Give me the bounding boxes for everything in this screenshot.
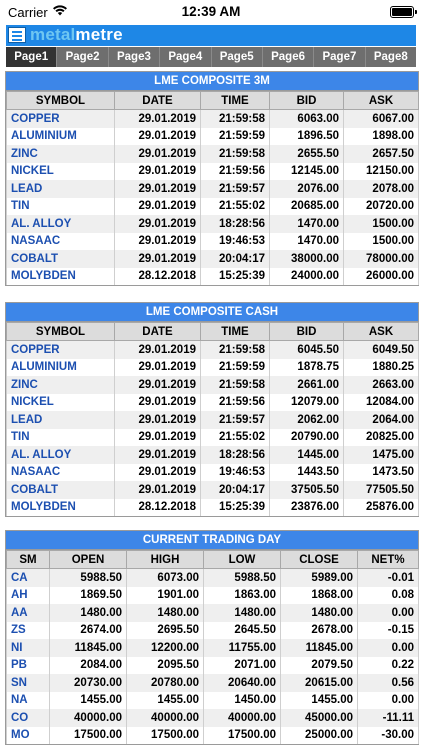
table-row[interactable] <box>7 359 419 377</box>
value-cell: 12150.00 <box>344 163 419 181</box>
symbol-cell: NICKEL <box>7 163 115 181</box>
table-row[interactable] <box>7 464 419 482</box>
value-cell: -0.01 <box>358 569 419 587</box>
value-cell: 21:59:59 <box>201 128 270 146</box>
value-cell: 20790.00 <box>270 429 344 447</box>
symbol-cell: NI <box>7 639 50 657</box>
symbol-cell: ALUMINIUM <box>7 128 115 146</box>
value-cell: 29.01.2019 <box>115 233 201 251</box>
value-cell: 20720.00 <box>344 198 419 216</box>
table-row[interactable] <box>7 569 419 587</box>
value-cell: 20825.00 <box>344 429 419 447</box>
table-row[interactable] <box>7 604 419 622</box>
symbol-cell: MOLYBDEN <box>7 499 115 517</box>
value-cell: 15:25:39 <box>201 499 270 517</box>
value-cell: 17500.00 <box>127 727 204 745</box>
value-cell: 29.01.2019 <box>115 198 201 216</box>
value-cell: -0.15 <box>358 622 419 640</box>
value-cell: 1450.00 <box>204 692 281 710</box>
value-cell: -11.11 <box>358 709 419 727</box>
value-cell: 1443.50 <box>270 464 344 482</box>
value-cell: 45000.00 <box>281 709 358 727</box>
table-row[interactable] <box>7 394 419 412</box>
value-cell: 17500.00 <box>50 727 127 745</box>
table-row[interactable] <box>7 180 419 198</box>
value-cell: 29.01.2019 <box>115 145 201 163</box>
table-row[interactable] <box>7 233 419 251</box>
value-cell: 1896.50 <box>270 128 344 146</box>
value-cell: 1480.00 <box>127 604 204 622</box>
value-cell: 6073.00 <box>127 569 204 587</box>
value-cell: 17500.00 <box>204 727 281 745</box>
column-header: DATE <box>115 92 201 110</box>
value-cell: 29.01.2019 <box>115 376 201 394</box>
value-cell: 29.01.2019 <box>115 110 201 128</box>
symbol-cell: TIN <box>7 429 115 447</box>
symbol-cell: AL. ALLOY <box>7 215 115 233</box>
value-cell: 29.01.2019 <box>115 394 201 412</box>
column-header: CLOSE <box>281 551 358 569</box>
value-cell: 0.00 <box>358 639 419 657</box>
value-cell: 11845.00 <box>281 639 358 657</box>
symbol-cell: CO <box>7 709 50 727</box>
column-header: NET% <box>358 551 419 569</box>
value-cell: 1445.00 <box>270 446 344 464</box>
value-cell: 20615.00 <box>281 674 358 692</box>
value-cell: 5989.00 <box>281 569 358 587</box>
value-cell: 2663.00 <box>344 376 419 394</box>
value-cell: 2657.50 <box>344 145 419 163</box>
value-cell: 21:59:56 <box>201 394 270 412</box>
value-cell: 1901.00 <box>127 587 204 605</box>
value-cell: 29.01.2019 <box>115 341 201 359</box>
value-cell: 1880.25 <box>344 359 419 377</box>
value-cell: 29.01.2019 <box>115 464 201 482</box>
value-cell: 25876.00 <box>344 499 419 517</box>
value-cell: 29.01.2019 <box>115 446 201 464</box>
section-title: LME COMPOSITE 3M <box>6 72 418 91</box>
symbol-cell: PB <box>7 657 50 675</box>
value-cell: 1863.00 <box>204 587 281 605</box>
value-cell: 0.00 <box>358 604 419 622</box>
value-cell: 12084.00 <box>344 394 419 412</box>
value-cell: 25000.00 <box>281 727 358 745</box>
value-cell: 21:59:56 <box>201 163 270 181</box>
symbol-cell: ZINC <box>7 376 115 394</box>
value-cell: 2078.00 <box>344 180 419 198</box>
value-cell: 21:59:57 <box>201 411 270 429</box>
symbol-cell: AH <box>7 587 50 605</box>
table-row[interactable] <box>7 674 419 692</box>
value-cell: 29.01.2019 <box>115 250 201 268</box>
column-header: DATE <box>115 323 201 341</box>
value-cell: 24000.00 <box>270 268 344 286</box>
table-row[interactable] <box>7 446 419 464</box>
value-cell: 0.22 <box>358 657 419 675</box>
current-trading-day-section <box>5 530 419 745</box>
table-row[interactable] <box>7 481 419 499</box>
value-cell: 29.01.2019 <box>115 359 201 377</box>
trading-day-table <box>6 550 419 744</box>
symbol-cell: COBALT <box>7 481 115 499</box>
symbol-cell: AL. ALLOY <box>7 446 115 464</box>
value-cell: 2076.00 <box>270 180 344 198</box>
lme-composite-3m-section <box>5 71 419 286</box>
column-header: BID <box>270 92 344 110</box>
value-cell: 11755.00 <box>204 639 281 657</box>
value-cell: 1470.00 <box>270 233 344 251</box>
value-cell: 29.01.2019 <box>115 163 201 181</box>
value-cell: 2064.00 <box>344 411 419 429</box>
status-bar <box>0 0 422 24</box>
value-cell: 1475.00 <box>344 446 419 464</box>
value-cell: 21:55:02 <box>201 429 270 447</box>
table-row[interactable] <box>7 709 419 727</box>
value-cell: 21:55:02 <box>201 198 270 216</box>
value-cell: 11845.00 <box>50 639 127 657</box>
menu-icon[interactable] <box>8 27 26 43</box>
symbol-cell: COBALT <box>7 250 115 268</box>
value-cell: 1455.00 <box>281 692 358 710</box>
value-cell: 0.00 <box>358 692 419 710</box>
value-cell: 29.01.2019 <box>115 215 201 233</box>
symbol-cell: ALUMINIUM <box>7 359 115 377</box>
symbol-cell: NICKEL <box>7 394 115 412</box>
value-cell: 1898.00 <box>344 128 419 146</box>
tab-page2[interactable]: Page2 <box>57 47 108 67</box>
value-cell: 1480.00 <box>204 604 281 622</box>
value-cell: 29.01.2019 <box>115 481 201 499</box>
tab-page4[interactable]: Page4 <box>160 47 211 67</box>
app-header <box>6 25 416 46</box>
column-header: ASK <box>344 323 419 341</box>
symbol-cell: AA <box>7 604 50 622</box>
table-row[interactable] <box>7 215 419 233</box>
lme-3m-table <box>6 91 419 285</box>
value-cell: 19:46:53 <box>201 464 270 482</box>
tab-page3[interactable]: Page3 <box>109 47 160 67</box>
column-header: SYMBOL <box>7 323 115 341</box>
value-cell: 2655.50 <box>270 145 344 163</box>
value-cell: 6063.00 <box>270 110 344 128</box>
value-cell: 2079.50 <box>281 657 358 675</box>
value-cell: 6049.50 <box>344 341 419 359</box>
table-row[interactable] <box>7 145 419 163</box>
value-cell: 18:28:56 <box>201 215 270 233</box>
value-cell: 40000.00 <box>127 709 204 727</box>
symbol-cell: MO <box>7 727 50 745</box>
value-cell: 2062.00 <box>270 411 344 429</box>
symbol-cell: COPPER <box>7 341 115 359</box>
value-cell: 12079.00 <box>270 394 344 412</box>
value-cell: 29.01.2019 <box>115 429 201 447</box>
table-row[interactable] <box>7 657 419 675</box>
value-cell: 2661.00 <box>270 376 344 394</box>
column-header: OPEN <box>50 551 127 569</box>
value-cell: 0.56 <box>358 674 419 692</box>
value-cell: 18:28:56 <box>201 446 270 464</box>
value-cell: 28.12.2018 <box>115 499 201 517</box>
clock: 12:39 AM <box>181 4 241 19</box>
value-cell: 1455.00 <box>127 692 204 710</box>
value-cell: 2674.00 <box>50 622 127 640</box>
value-cell: 1500.00 <box>344 215 419 233</box>
value-cell: 21:59:58 <box>201 145 270 163</box>
column-header: ASK <box>344 92 419 110</box>
table-row[interactable] <box>7 429 419 447</box>
value-cell: 21:59:57 <box>201 180 270 198</box>
page-tabs <box>6 47 416 67</box>
value-cell: 29.01.2019 <box>115 128 201 146</box>
value-cell: 21:59:59 <box>201 359 270 377</box>
value-cell: 2071.00 <box>204 657 281 675</box>
carrier-label: Carrier <box>8 5 48 20</box>
battery-icon <box>390 6 414 18</box>
value-cell: 2678.00 <box>281 622 358 640</box>
value-cell: 29.01.2019 <box>115 180 201 198</box>
tab-page8[interactable]: Page8 <box>373 51 408 63</box>
table-row[interactable] <box>7 499 419 517</box>
value-cell: 77505.50 <box>344 481 419 499</box>
table-row[interactable] <box>7 692 419 710</box>
table-row[interactable] <box>7 622 419 640</box>
table-row[interactable] <box>7 411 419 429</box>
tab-page6[interactable]: Page6 <box>263 47 314 67</box>
column-header: TIME <box>201 92 270 110</box>
value-cell: 2645.50 <box>204 622 281 640</box>
column-header: SYMBOL <box>7 92 115 110</box>
value-cell: 12145.00 <box>270 163 344 181</box>
symbol-cell: CA <box>7 569 50 587</box>
table-row[interactable] <box>7 163 419 181</box>
value-cell: 2695.50 <box>127 622 204 640</box>
table-row[interactable] <box>7 128 419 146</box>
value-cell: 28.12.2018 <box>115 268 201 286</box>
value-cell: 5988.50 <box>50 569 127 587</box>
value-cell: 40000.00 <box>204 709 281 727</box>
table-row[interactable] <box>7 727 419 745</box>
symbol-cell: NASAAC <box>7 464 115 482</box>
column-header: BID <box>270 323 344 341</box>
value-cell: 1869.50 <box>50 587 127 605</box>
lme-composite-cash-section <box>5 302 419 517</box>
symbol-cell: NA <box>7 692 50 710</box>
column-header: TIME <box>201 323 270 341</box>
value-cell: 1480.00 <box>50 604 127 622</box>
section-title: LME COMPOSITE CASH <box>6 303 418 322</box>
app-logo: metalmetre <box>30 25 123 44</box>
table-row[interactable] <box>7 639 419 657</box>
value-cell: 21:59:58 <box>201 341 270 359</box>
table-row[interactable] <box>7 198 419 216</box>
symbol-cell: ZS <box>7 622 50 640</box>
lme-cash-table <box>6 322 419 516</box>
symbol-cell: SN <box>7 674 50 692</box>
symbol-cell: LEAD <box>7 411 115 429</box>
value-cell: 20780.00 <box>127 674 204 692</box>
value-cell: 78000.00 <box>344 250 419 268</box>
column-header: LOW <box>204 551 281 569</box>
value-cell: 1878.75 <box>270 359 344 377</box>
tab-page7[interactable]: Page7 <box>314 47 365 67</box>
table-row[interactable] <box>7 341 419 359</box>
value-cell: 2095.50 <box>127 657 204 675</box>
value-cell: 0.08 <box>358 587 419 605</box>
section-title: CURRENT TRADING DAY <box>6 531 418 550</box>
tab-page5[interactable]: Page5 <box>212 47 263 67</box>
value-cell: 20640.00 <box>204 674 281 692</box>
value-cell: 1470.00 <box>270 215 344 233</box>
tab-page1[interactable]: Page1 <box>6 47 57 67</box>
value-cell: 20685.00 <box>270 198 344 216</box>
value-cell: 20:04:17 <box>201 481 270 499</box>
symbol-cell: TIN <box>7 198 115 216</box>
symbol-cell: LEAD <box>7 180 115 198</box>
value-cell: 1473.50 <box>344 464 419 482</box>
table-row[interactable] <box>7 587 419 605</box>
symbol-cell: COPPER <box>7 110 115 128</box>
column-header: SM <box>7 551 50 569</box>
value-cell: 1868.00 <box>281 587 358 605</box>
table-row[interactable] <box>7 110 419 128</box>
value-cell: 40000.00 <box>50 709 127 727</box>
value-cell: 1500.00 <box>344 233 419 251</box>
value-cell: 19:46:53 <box>201 233 270 251</box>
symbol-cell: ZINC <box>7 145 115 163</box>
value-cell: 21:59:58 <box>201 110 270 128</box>
value-cell: 5988.50 <box>204 569 281 587</box>
value-cell: 6067.00 <box>344 110 419 128</box>
value-cell: 1455.00 <box>50 692 127 710</box>
value-cell: 2084.00 <box>50 657 127 675</box>
value-cell: 6045.50 <box>270 341 344 359</box>
value-cell: 12200.00 <box>127 639 204 657</box>
value-cell: 20730.00 <box>50 674 127 692</box>
value-cell: -30.00 <box>358 727 419 745</box>
value-cell: 20:04:17 <box>201 250 270 268</box>
value-cell: 1480.00 <box>281 604 358 622</box>
value-cell: 37505.50 <box>270 481 344 499</box>
symbol-cell: MOLYBDEN <box>7 268 115 286</box>
value-cell: 26000.00 <box>344 268 419 286</box>
value-cell: 29.01.2019 <box>115 411 201 429</box>
symbol-cell: NASAAC <box>7 233 115 251</box>
value-cell: 21:59:58 <box>201 376 270 394</box>
table-row[interactable] <box>7 376 419 394</box>
value-cell: 15:25:39 <box>201 268 270 286</box>
value-cell: 38000.00 <box>270 250 344 268</box>
table-row[interactable] <box>7 268 419 286</box>
table-row[interactable] <box>7 250 419 268</box>
column-header: HIGH <box>127 551 204 569</box>
value-cell: 23876.00 <box>270 499 344 517</box>
